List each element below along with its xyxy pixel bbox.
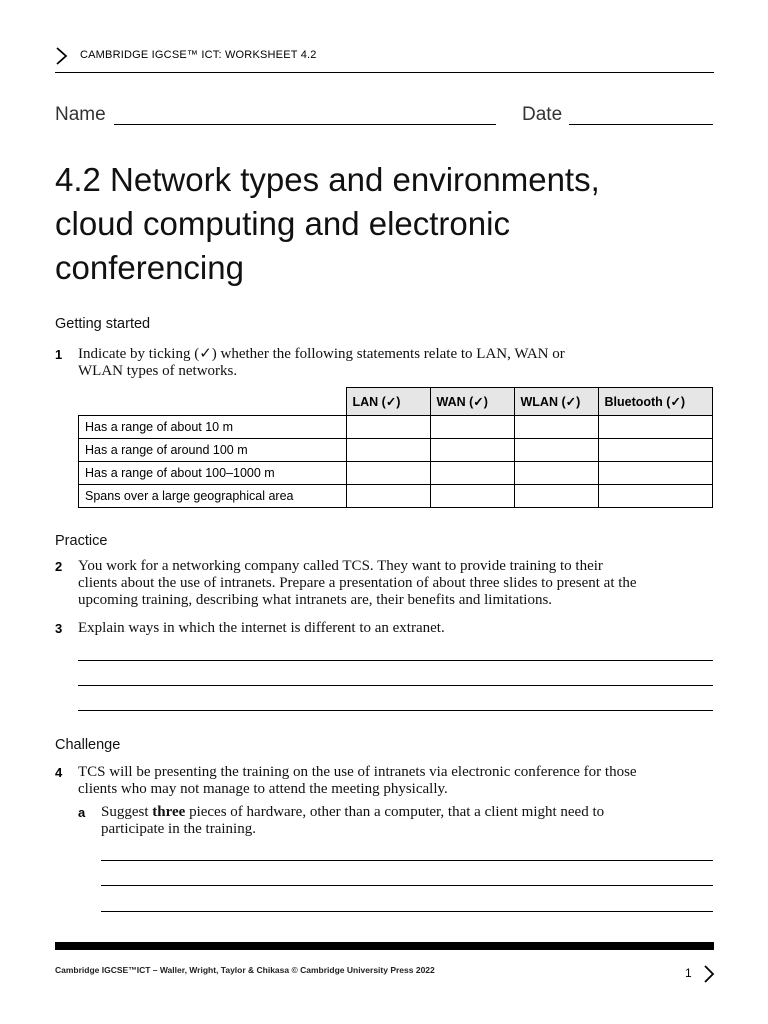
tick-cell[interactable] [514,416,598,439]
title-line-1: 4.2 Network types and environments, [55,161,600,198]
text-line: WLAN types of networks. [78,363,238,379]
tick-cell[interactable] [430,416,514,439]
tick-cell[interactable] [346,462,430,485]
table-row [79,462,713,485]
text-line: Indicate by ticking (✓) whether the following statements relate to LAN, WAN or [78,346,565,362]
tick-cell[interactable] [598,439,712,462]
question-2-text [78,558,637,609]
question-number: 2 [55,559,63,574]
worksheet-series-header: CAMBRIDGE IGCSE™ ICT: WORKSHEET 4.2 [80,49,317,61]
date-label: Date [522,104,563,125]
table-row [79,416,713,439]
question-3-text [78,620,445,637]
title-line-2: cloud computing and electronic [55,205,510,242]
table-row [79,485,713,508]
text-line: upcoming training, describing what intranets are, their benefits and limitations. [78,592,553,608]
question-1-text [78,346,565,380]
answer-line[interactable] [78,660,713,661]
tick-cell[interactable] [430,439,514,462]
column-header-lan: LAN (✓) [346,388,430,416]
text-line: TCS will be presenting the training on the use of intranets via electronic conference for those [78,764,637,780]
section-heading-practice: Practice [55,533,108,549]
tick-cell[interactable] [514,485,598,508]
answer-line[interactable] [101,860,713,861]
page-title [55,158,735,290]
next-page-chevron-icon[interactable] [702,964,716,984]
table-header-row [79,388,713,416]
tick-cell[interactable] [514,439,598,462]
tick-cell[interactable] [346,485,430,508]
column-header-wlan: WLAN (✓) [514,388,598,416]
name-field[interactable] [114,124,496,125]
title-line-3: conferencing [55,249,244,286]
blank-header-cell [79,388,347,416]
name-label: Name [55,104,106,125]
text-line: clients who may not manage to attend the meeting physically. [78,781,448,797]
question-number: 3 [55,621,63,636]
column-header-wan: WAN (✓) [430,388,514,416]
footer-credit: Cambridge IGCSE™ICT – Waller, Wright, Taylor & Chikasa © Cambridge University Press 2022 [55,965,435,975]
statement-cell: Spans over a large geographical area [79,485,347,508]
section-heading-challenge: Challenge [55,737,121,753]
page-number: 1 [685,966,692,980]
tick-cell[interactable] [598,416,712,439]
tick-cell[interactable] [346,416,430,439]
text-line [101,804,604,821]
text-line: clients about the use of intranets. Prepare a presentation of about three slides to present at the [78,575,637,591]
chevron-right-icon [54,46,70,66]
question-4a-text [101,804,604,838]
date-field[interactable] [569,124,713,125]
header-divider [55,72,714,73]
text-span: pieces of hardware, other than a computer, that a client might need to [185,804,605,820]
text-line: Explain ways in which the internet is different to an extranet. [78,620,445,636]
text-span: Suggest [101,804,153,820]
text-line: participate in the training. [101,821,256,837]
answer-line[interactable] [78,685,713,686]
section-heading-getting-started: Getting started [55,316,151,332]
table-row [79,439,713,462]
text-line: You work for a networking company called TCS. They want to provide training to their [78,558,603,574]
answer-line[interactable] [78,710,713,711]
question-4-text [78,764,637,798]
emphasis-three: three [152,804,186,820]
tick-cell[interactable] [430,485,514,508]
tick-cell[interactable] [598,462,712,485]
question-number: 1 [55,347,63,362]
tick-cell[interactable] [598,485,712,508]
column-header-bluetooth: Bluetooth (✓) [598,388,712,416]
question-letter: a [78,805,86,820]
statement-cell: Has a range of about 100–1000 m [79,462,347,485]
answer-line[interactable] [101,885,713,886]
tick-cell[interactable] [430,462,514,485]
statement-cell: Has a range of about 10 m [79,416,347,439]
tick-cell[interactable] [346,439,430,462]
answer-line[interactable] [101,911,713,912]
network-type-tick-table [78,387,713,508]
footer-bar [55,942,714,950]
statement-cell: Has a range of around 100 m [79,439,347,462]
question-number: 4 [55,765,63,780]
tick-cell[interactable] [514,462,598,485]
